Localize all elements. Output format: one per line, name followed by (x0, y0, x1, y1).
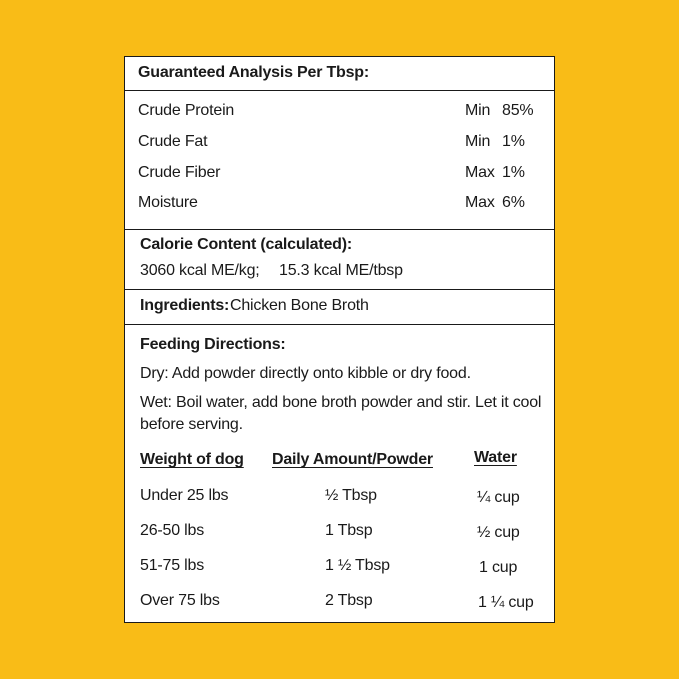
nutrient-name: Crude Fiber (138, 164, 221, 181)
feeding-directions-title: Feeding Directions: (140, 336, 286, 353)
guaranteed-analysis-title: Guaranteed Analysis Per Tbsp: (138, 64, 370, 81)
row-amount: 1 ½ Tbsp (325, 557, 390, 574)
nutrient-qualifier: Min (465, 133, 491, 150)
nutrient-name: Moisture (138, 194, 198, 211)
column-header-weight: Weight of dog (140, 451, 244, 468)
row-amount: ½ Tbsp (325, 487, 377, 504)
calorie-content-title: Calorie Content (calculated): (140, 236, 353, 253)
row-weight: Under 25 lbs (140, 487, 229, 504)
nutrition-panel (124, 56, 555, 623)
nutrient-value: 1% (502, 133, 525, 150)
feeding-directions-section (125, 324, 554, 622)
feeding-dry-instruction: Dry: Add powder directly onto kibble or dry food. (140, 365, 471, 382)
nutrient-name: Crude Fat (138, 133, 208, 150)
ingredients-label: Ingredients: (140, 297, 230, 314)
guaranteed-analysis-table (125, 90, 554, 229)
column-header-water: Water (474, 449, 517, 466)
nutrient-value: 85% (502, 102, 534, 119)
row-weight: 51-75 lbs (140, 557, 205, 574)
ingredients-section (125, 289, 554, 324)
nutrient-value: 6% (502, 194, 525, 211)
feeding-wet-instruction: Wet: Boil water, add bone broth powder and stir. Let it cool (140, 394, 542, 411)
column-header-amount: Daily Amount/Powder (272, 451, 433, 468)
nutrient-qualifier: Max (465, 194, 495, 211)
row-weight: 26-50 lbs (140, 522, 205, 539)
calorie-per-kg: 3060 kcal ME/kg; (140, 262, 260, 279)
row-amount: 1 Tbsp (325, 522, 373, 539)
nutrient-qualifier: Min (465, 102, 491, 119)
nutrient-value: 1% (502, 164, 525, 181)
row-water: ½ cup (477, 524, 520, 541)
row-water: 1 cup (479, 559, 518, 576)
ingredients-value: Chicken Bone Broth (230, 297, 369, 314)
row-water: ¼ cup (477, 489, 520, 506)
row-water: 1 ¼ cup (478, 594, 534, 611)
row-weight: Over 75 lbs (140, 592, 220, 609)
nutrient-qualifier: Max (465, 164, 495, 181)
row-amount: 2 Tbsp (325, 592, 373, 609)
calorie-per-tbsp: 15.3 kcal ME/tbsp (279, 262, 403, 279)
nutrient-name: Crude Protein (138, 102, 235, 119)
guaranteed-analysis-header (125, 57, 554, 90)
calorie-content-section (125, 229, 554, 289)
feeding-wet-instruction-cont: before serving. (140, 416, 243, 433)
